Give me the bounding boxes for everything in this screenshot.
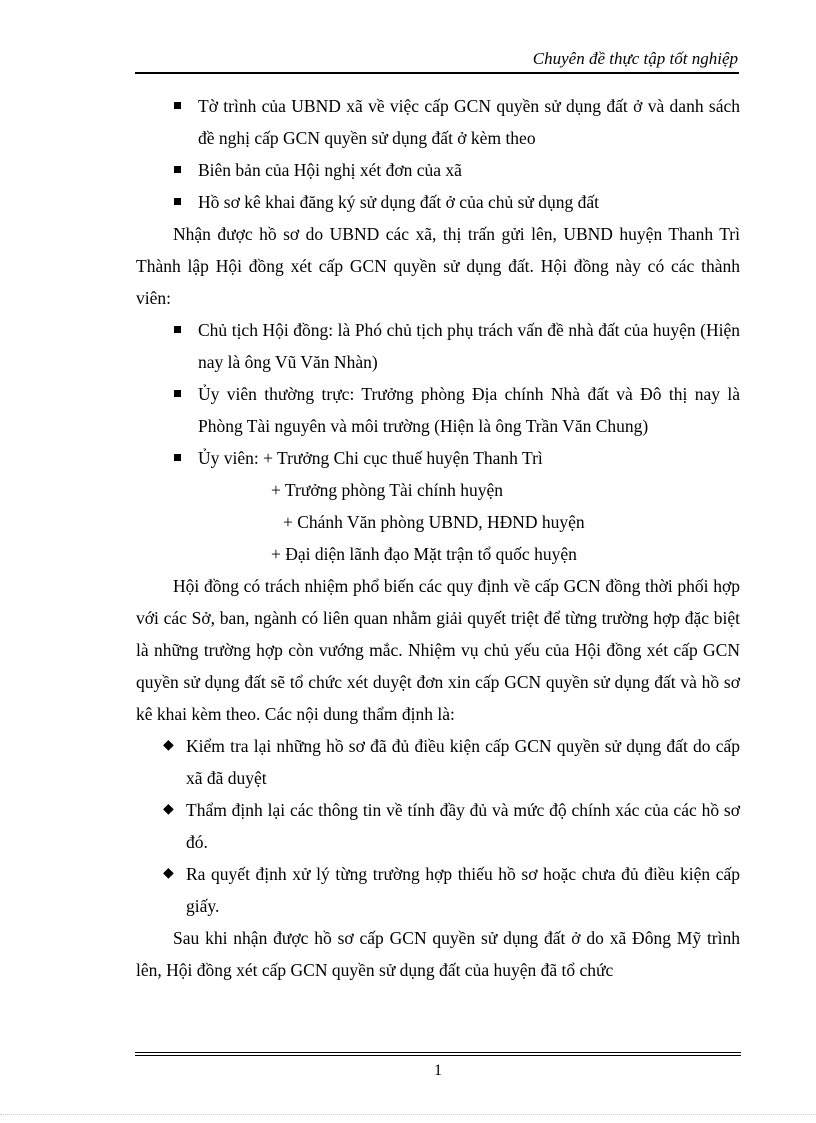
- square-bullet-icon: [174, 102, 181, 109]
- paragraph: Nhận được hồ sơ do UBND các xã, thị trấn gửi lên, UBND huyện Thanh Trì Thành lập Hội đồng xét cấp GCN quyền sử dụng đất. Hội đồng này có các thành viên:: [136, 224, 740, 308]
- list-item: Hồ sơ kê khai đăng ký sử dụng đất ở của chủ sử dụng đất: [136, 186, 740, 218]
- document-body: [136, 90, 740, 986]
- list-item: Tờ trình của UBND xã về việc cấp GCN quyền sử dụng đất ở và danh sách đề nghị cấp GCN quyền sử dụng đất ở kèm theo: [136, 90, 740, 154]
- member-line: Ủy viên: + Trưởng Chi cục thuế huyện Thanh Trì: [198, 448, 543, 468]
- square-bullet-icon: [174, 390, 181, 397]
- list-item: Ủy viên thường trực: Trưởng phòng Địa chính Nhà đất và Đô thị nay là Phòng Tài nguyên và môi trường (Hiện là ông Trần Văn Chung): [136, 378, 740, 442]
- paragraph: Hội đồng có trách nhiệm phổ biến các quy định về cấp GCN đồng thời phối hợp với các Sở, ban, ngành có liên quan nhằm giải quyết triệt để từng trường hợp đặc biệt là những trường hợp còn vướng mắc. Nhiệm vụ chủ yếu của Hội đồng xét cấp GCN quyền sử dụng đất sẽ tổ chức xét duyệt đơn xin cấp GCN quyền sử dụng đất và hồ sơ kê khai kèm theo. Các nội dung thẩm định là:: [136, 576, 740, 724]
- diamond-bullet-icon: ◆: [163, 738, 174, 753]
- page-number: 1: [434, 1062, 442, 1079]
- square-bullet-icon: [174, 454, 181, 461]
- appraisal-list: [136, 730, 740, 922]
- page-header-title: Chuyên đề thực tập tốt nghiệp: [532, 49, 738, 68]
- list-item: Biên bản của Hội nghị xét đơn của xã: [136, 154, 740, 186]
- member-line: + Trưởng phòng Tài chính huyện: [271, 480, 503, 500]
- required-documents-list: [136, 90, 740, 218]
- header-rule: [135, 72, 739, 74]
- list-item: ◆ Kiểm tra lại những hồ sơ đã đủ điều kiện cấp GCN quyền sử dụng đất do cấp xã đã duyệt: [136, 730, 740, 794]
- square-bullet-icon: [174, 198, 181, 205]
- square-bullet-icon: [174, 166, 181, 173]
- member-line: + Đại diện lãnh đạo Mặt trận tổ quốc huyện: [271, 544, 577, 564]
- council-members-list: [136, 314, 740, 570]
- diamond-bullet-icon: ◆: [163, 866, 174, 881]
- list-item: ◆ Ra quyết định xử lý từng trường hợp thiếu hồ sơ hoặc chưa đủ điều kiện cấp giấy.: [136, 858, 740, 922]
- diamond-bullet-icon: ◆: [163, 802, 174, 817]
- list-item: Chủ tịch Hội đồng: là Phó chủ tịch phụ trách vấn đề nhà đất của huyện (Hiện nay là ông Vũ Văn Nhàn): [136, 314, 740, 378]
- square-bullet-icon: [174, 326, 181, 333]
- page-edge: [0, 1114, 816, 1115]
- list-item-members: [136, 442, 740, 570]
- member-line: + Chánh Văn phòng UBND, HĐND huyện: [283, 512, 585, 532]
- footer-rule: [135, 1052, 741, 1056]
- list-item: ◆ Thẩm định lại các thông tin về tính đầy đủ và mức độ chính xác của các hồ sơ đó.: [136, 794, 740, 858]
- paragraph: Sau khi nhận được hồ sơ cấp GCN quyền sử dụng đất ở do xã Đông Mỹ trình lên, Hội đồng xét cấp GCN quyền sử dụng đất của huyện đã tổ chức: [136, 928, 740, 980]
